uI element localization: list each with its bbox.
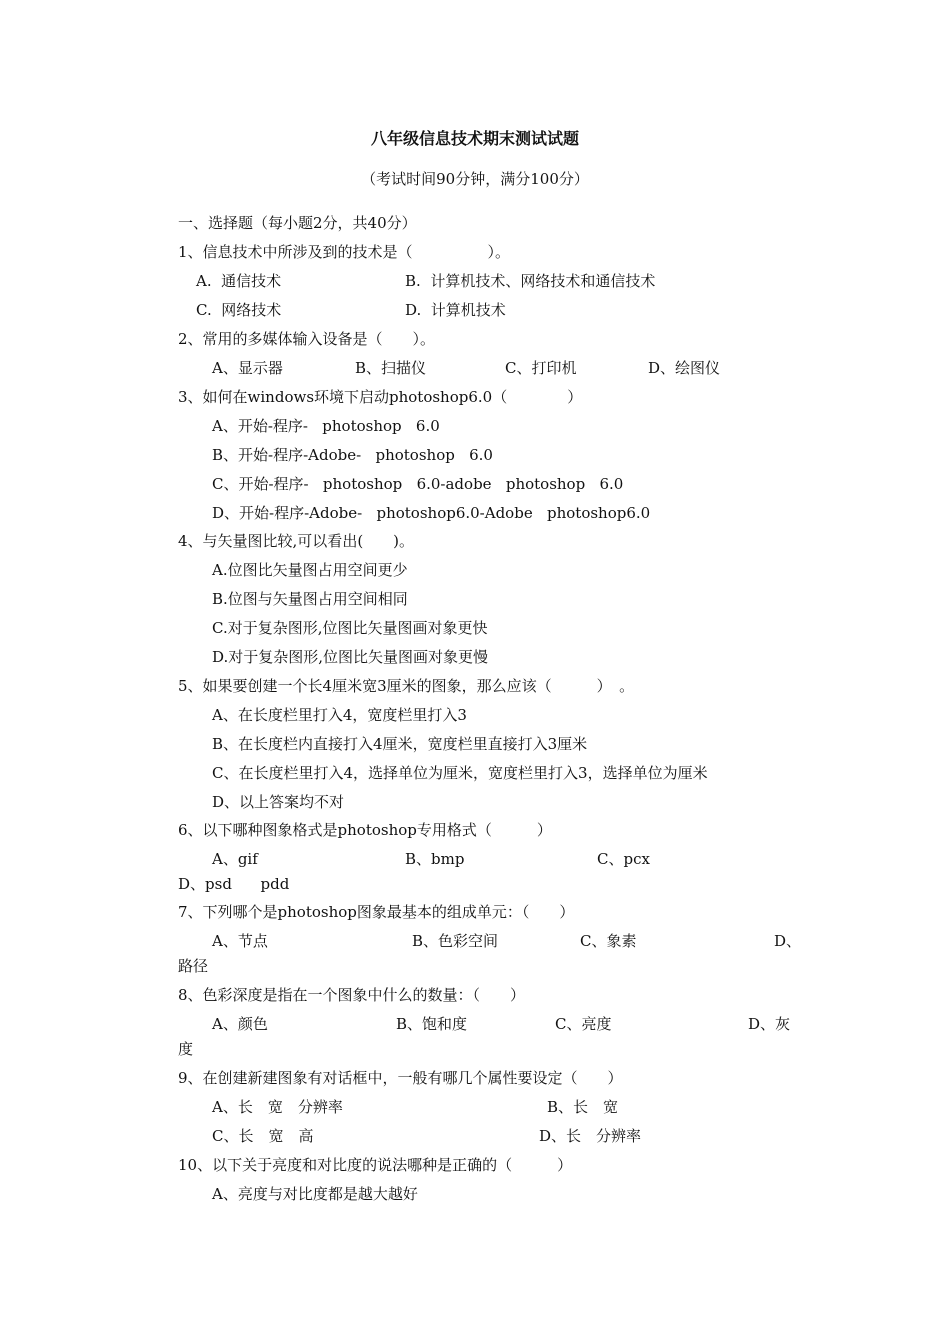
option-item: A、颜色 [212, 1015, 268, 1033]
question-stem: 8、色彩深度是指在一个图象中什么的数量：（ ） [178, 986, 526, 1004]
option-item: A、开始-程序- photoshop 6.0 [212, 417, 440, 435]
option-item: A、在长度栏里打入4，宽度栏里打入3 [212, 706, 467, 724]
question-stem: 3、如何在windows环境下启动photoshop6.0（ ） [178, 388, 583, 406]
question-stem: 1、信息技术中所涉及到的技术是（ ）。 [178, 243, 511, 261]
option-item: B、扫描仪 [355, 359, 427, 377]
page-subtitle: （考试时间90分钟，满分100分） [361, 170, 589, 188]
option-item: C、pcx [597, 850, 650, 868]
option-item: B、长 宽 [547, 1098, 619, 1116]
option-item: A、显示器 [212, 359, 283, 377]
option-item: C、象素 [580, 932, 637, 950]
option-item: A、亮度与对比度都是越大越好 [212, 1185, 418, 1203]
option-item: 度 [178, 1040, 194, 1058]
option-item: A.位图比矢量图占用空间更少 [212, 561, 408, 579]
option-item: B、在长度栏内直接打入4厘米，宽度栏里直接打入3厘米 [212, 735, 588, 753]
question-stem: 6、以下哪种图象格式是photoshop专用格式（ ） [178, 821, 552, 839]
option-item: C、打印机 [505, 359, 577, 377]
option-item: C. 网络技术 [196, 301, 282, 319]
option-item: C、在长度栏里打入4，选择单位为厘米，宽度栏里打入3，选择单位为厘米 [212, 764, 708, 782]
option-item: D、灰 [748, 1015, 791, 1033]
question-stem: 5、如果要创建一个长4厘米宽3厘米的图象，那么应该（ ） 。 [178, 677, 635, 695]
option-item: B、bmp [405, 850, 465, 868]
option-item: D、psd pdd [178, 875, 290, 893]
option-item: B.位图与矢量图占用空间相同 [212, 590, 408, 608]
question-stem: 2、常用的多媒体输入设备是（ ）。 [178, 330, 436, 348]
option-item: D、绘图仪 [648, 359, 721, 377]
option-item: A. 通信技术 [196, 272, 282, 290]
option-item: A、节点 [212, 932, 268, 950]
option-item: C、长 宽 高 [212, 1127, 314, 1145]
page-title: 八年级信息技术期末测试试题 [370, 129, 579, 148]
question-stem: 9、在创建新建图象有对话框中，一般有哪几个属性要设定（ ） [178, 1069, 623, 1087]
question-stem: 4、与矢量图比较,可以看出( )。 [178, 532, 415, 550]
option-item: B、色彩空间 [412, 932, 499, 950]
section-heading: 一、选择题（每小题2分，共40分） [178, 214, 417, 232]
option-item: B. 计算机技术、网络技术和通信技术 [405, 272, 656, 290]
option-item: B、饱和度 [396, 1015, 468, 1033]
option-item: C、开始-程序- photoshop 6.0-adobe photoshop 6.0 [212, 475, 624, 493]
option-item: D、以上答案均不对 [212, 793, 345, 811]
question-stem: 7、下列哪个是photoshop图象最基本的组成单元：（ ） [178, 903, 575, 921]
option-item: B、开始-程序-Adobe- photoshop 6.0 [212, 446, 493, 464]
option-item: D.对于复杂图形,位图比矢量图画对象更慢 [212, 648, 489, 666]
option-item: D、开始-程序-Adobe- photoshop6.0-Adobe photoshop6.0 [212, 504, 651, 522]
option-item: C、亮度 [555, 1015, 612, 1033]
option-item: A、长 宽 分辨率 [212, 1098, 343, 1116]
option-item: C.对于复杂图形,位图比矢量图画对象更快 [212, 619, 488, 637]
question-stem: 10、以下关于亮度和对比度的说法哪种是正确的（ ） [178, 1156, 573, 1174]
option-item: D、 [774, 932, 802, 950]
option-item: 路径 [178, 957, 209, 975]
option-item: D. 计算机技术 [405, 301, 506, 319]
option-item: D、长 分辨率 [539, 1127, 642, 1145]
option-item: A、gif [212, 850, 258, 868]
